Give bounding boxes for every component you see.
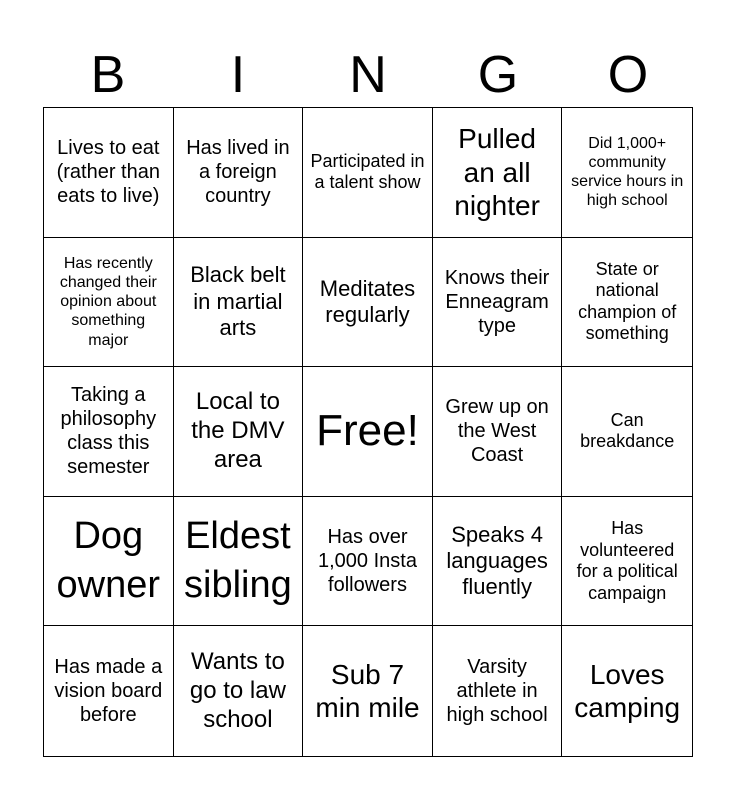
bingo-cell-g1[interactable]: Pulled an all nighter: [433, 108, 563, 238]
header-letter-n: N: [349, 46, 387, 104]
bingo-cell-g3[interactable]: Grew up on the West Coast: [433, 367, 563, 497]
bingo-header: [43, 44, 693, 106]
bingo-cell-o2[interactable]: State or national champion of something: [562, 238, 692, 368]
bingo-cell-n4[interactable]: Has over 1,000 Insta followers: [303, 497, 433, 627]
bingo-cell-o1[interactable]: Did 1,000+ community service hours in high school: [562, 108, 692, 238]
bingo-cell-n2[interactable]: Meditates regularly: [303, 238, 433, 368]
bingo-cell-i4[interactable]: Eldest sibling: [174, 497, 304, 627]
header-letter-b: B: [90, 46, 126, 104]
bingo-cell-free[interactable]: Free!: [303, 367, 433, 497]
bingo-cell-o4[interactable]: Has volunteered for a political campaign: [562, 497, 692, 627]
bingo-cell-b5[interactable]: Has made a vision board before: [44, 626, 174, 756]
header-letter-g: G: [477, 46, 519, 104]
header-letter-i: I: [230, 46, 246, 104]
bingo-cell-b1[interactable]: Lives to eat (rather than eats to live): [44, 108, 174, 238]
bingo-cell-o3[interactable]: Can breakdance: [562, 367, 692, 497]
header-letter-o: O: [607, 46, 649, 104]
bingo-cell-n5[interactable]: Sub 7 min mile: [303, 626, 433, 756]
bingo-cell-i1[interactable]: Has lived in a foreign country: [174, 108, 304, 238]
bingo-cell-g4[interactable]: Speaks 4 languages fluently: [433, 497, 563, 627]
bingo-cell-b4[interactable]: Dog owner: [44, 497, 174, 627]
bingo-cell-i3[interactable]: Local to the DMV area: [174, 367, 304, 497]
bingo-board: [43, 107, 693, 757]
bingo-cell-o5[interactable]: Loves camping: [574, 658, 681, 724]
bingo-cell-g2[interactable]: Knows their Enneagram type: [433, 238, 563, 368]
bingo-cell-n1[interactable]: Participated in a talent show: [303, 108, 433, 238]
bingo-cell-g5[interactable]: Varsity athlete in high school: [433, 626, 563, 756]
bingo-cell-i5[interactable]: Wants to go to law school: [174, 626, 304, 756]
bingo-cell-i2[interactable]: Black belt in martial arts: [174, 238, 304, 368]
bingo-cell-b3[interactable]: Taking a philosophy class this semester: [44, 367, 174, 497]
bingo-cell-b2[interactable]: Has recently changed their opinion about something major: [44, 238, 174, 368]
